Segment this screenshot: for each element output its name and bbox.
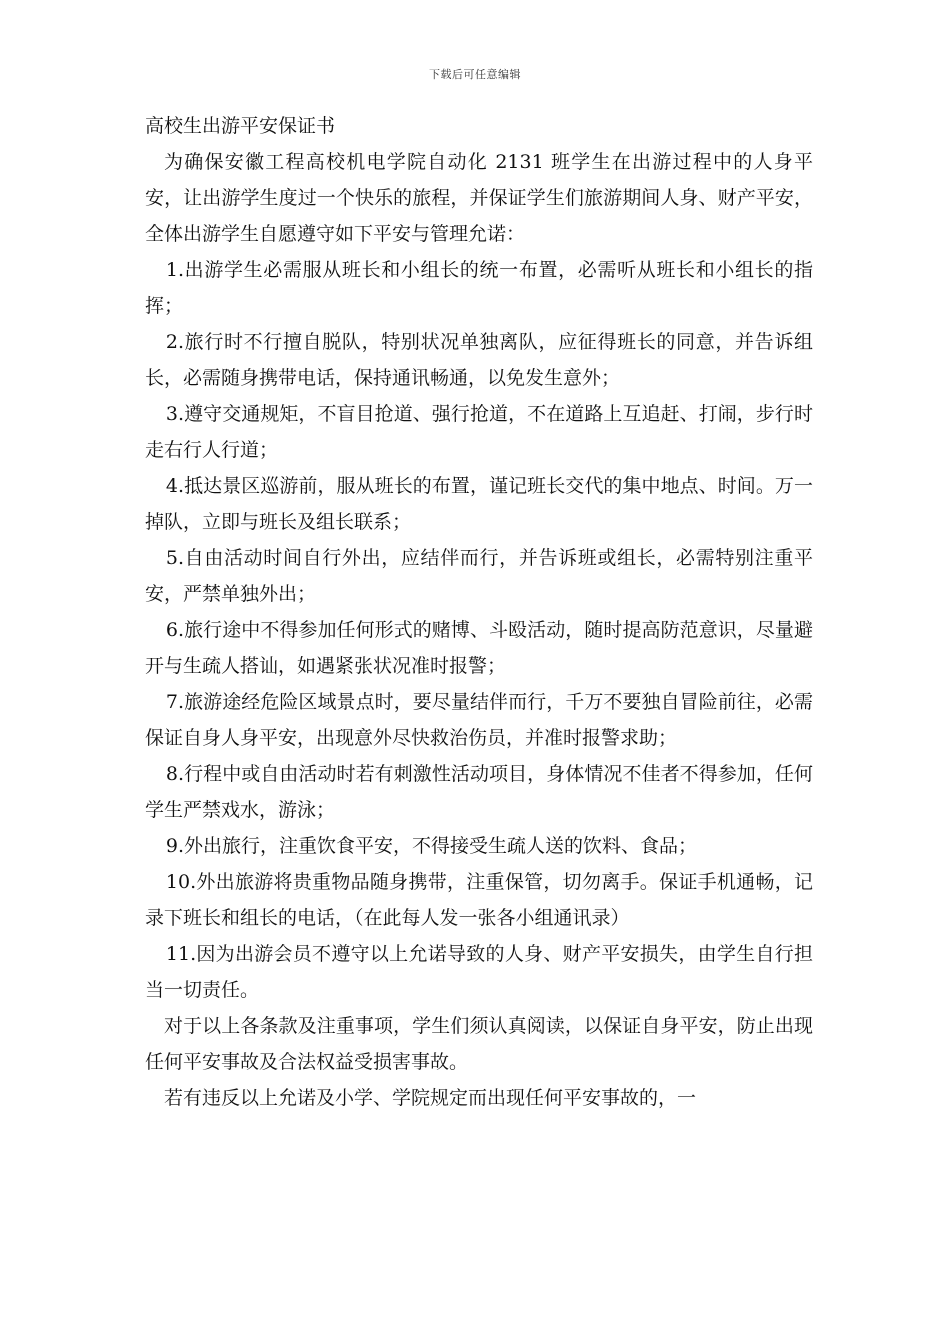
list-item: 1.出游学生必需服从班长和小组长的统一布置，必需听从班长和小组长的指挥； bbox=[145, 259, 813, 317]
list-item: 6.旅行途中不得参加任何形式的赌博、斗殴活动，随时提高防范意识，尽量避开与生疏人搭讪，如遇紧张状况准时报警； bbox=[145, 619, 813, 677]
document-title: 高校生出游平安保证书 bbox=[145, 115, 336, 137]
list-item: 7.旅游途经危险区域景点时，要尽量结伴而行，千万不要独自冒险前往，必需保证自身人身平安，出现意外尽快救治伤员，并准时报警求助； bbox=[145, 691, 813, 749]
list-item: 4.抵达景区巡游前，服从班长的布置，谨记班长交代的集中地点、时间。万一掉队，立即与班长及组长联系； bbox=[145, 475, 813, 533]
list-item: 9.外出旅行，注重饮食平安，不得接受生疏人送的饮料、食品； bbox=[165, 835, 698, 857]
list-item: 3.遵守交通规矩，不盲目抢道、强行抢道，不在道路上互追赶、打闹，步行时走右行人行道； bbox=[145, 403, 813, 461]
list-item: 11.因为出游会员不遵守以上允诺导致的人身、财产平安损失，由学生自行担当一切责任。 bbox=[145, 943, 813, 1001]
closing-paragraph: 对于以上各条款及注重事项，学生们须认真阅读，以保证自身平安，防止出现任何平安事故及合法权益受损害事故。 bbox=[145, 1015, 813, 1073]
closing-paragraph-continued: 若有违反以上允诺及小学、学院规定而出现任何平安事故的，一 bbox=[164, 1087, 697, 1109]
list-item: 5.自由活动时间自行外出，应结伴而行，并告诉班或组长，必需特别注重平安，严禁单独外出； bbox=[145, 547, 813, 605]
list-item: 2.旅行时不行擅自脱队，特别状况单独离队，应征得班长的同意，并告诉组长，必需随身携带电话，保持通讯畅通，以免发生意外； bbox=[145, 331, 813, 389]
intro-paragraph: 为确保安徽工程高校机电学院自动化 2131 班学生在出游过程中的人身平安，让出游学生度过一个快乐的旅程，并保证学生们旅游期间人身、财产平安，全体出游学生自愿遵守如下平安与管理允诺： bbox=[145, 151, 813, 245]
list-item: 8.行程中或自由活动时若有刺激性活动项目，身体情况不佳者不得参加，任何学生严禁戏水，游泳； bbox=[145, 763, 813, 821]
list-item: 10.外出旅游将贵重物品随身携带，注重保管，切勿离手。保证手机通畅，记录下班长和组长的电话，（在此每人发一张各小组通讯录） bbox=[145, 871, 813, 929]
document-body bbox=[145, 108, 813, 1116]
page-header-note: 下载后可任意编辑 bbox=[429, 68, 521, 81]
